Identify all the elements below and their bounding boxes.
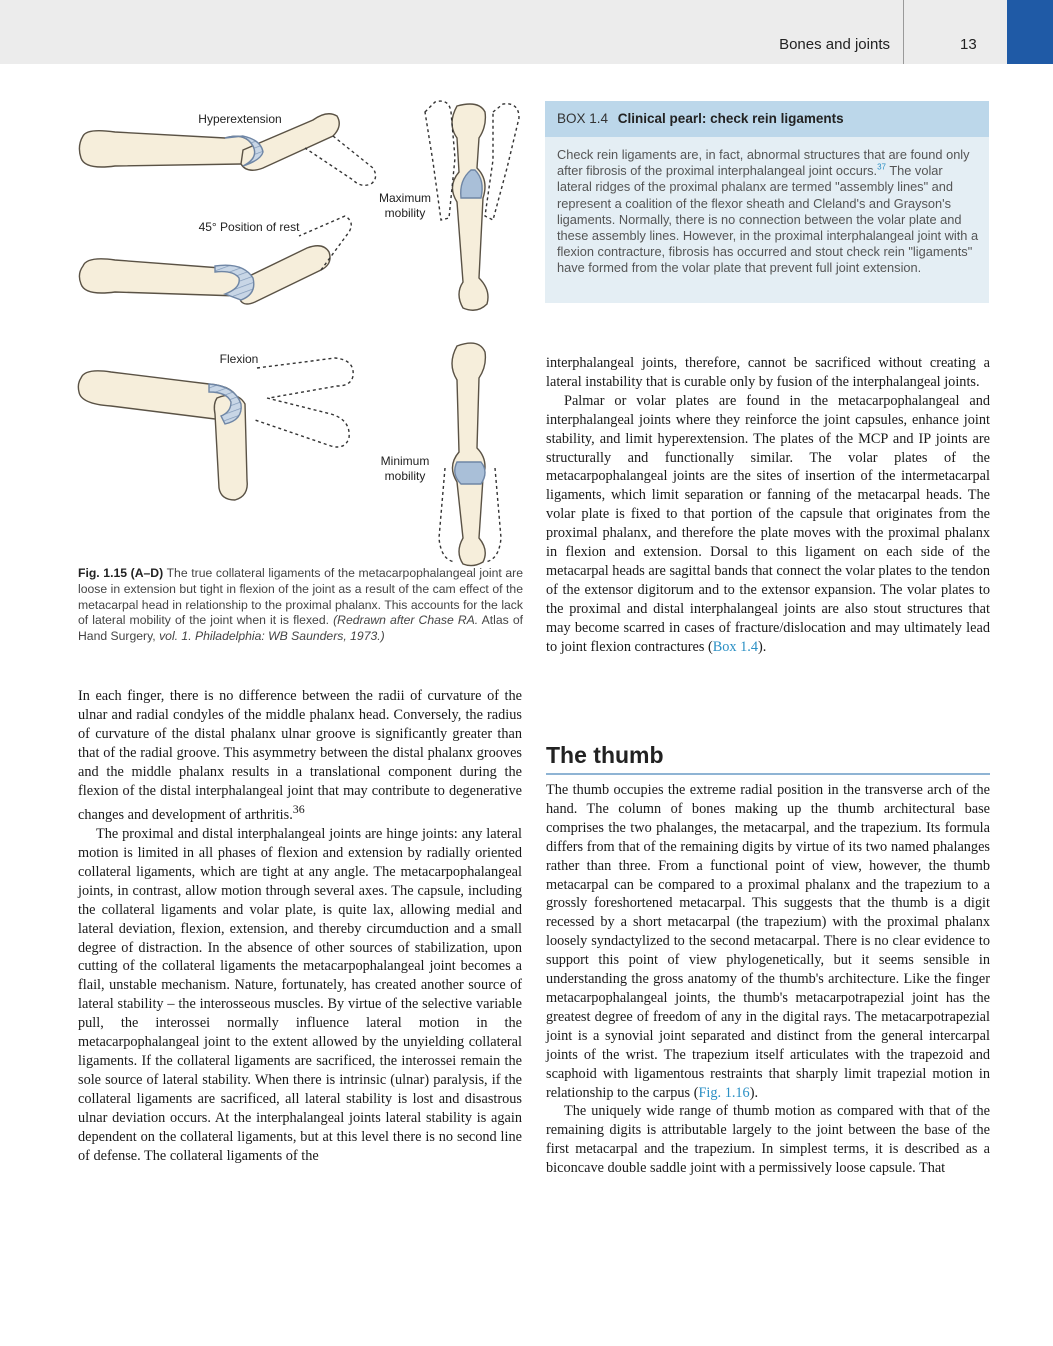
label-flexion: Flexion bbox=[219, 352, 259, 366]
box-title: Clinical pearl: check rein ligaments bbox=[617, 111, 844, 126]
left-p1-text: In each finger, there is no difference between the radii of curvature of the ulnar and radial condyles of the middle phalanx head. Conversely, the radius of curvature of the distal phalanx ulnar groove is significantly greater than that of the radial groove. This asymmetry between the distal phalanx grooves and the middle phalanx results in a translational component during the flexion of the distal interphalangeal joint that may contribute to degenerative changes and development of arthritis. bbox=[78, 688, 522, 824]
left-column bbox=[78, 687, 522, 1165]
box-body bbox=[545, 137, 989, 277]
right-p2-text: Palmar or volar plates are found in the metacarpophalangeal and interphalangeal joints where they reinforce the joint capsules, enhance joint stability, and limit hyperextension. The plates of the MCP and IP joints are structurally and functionally similar. The volar plates of the metacarpophalangeal joints are the sites of insertion of the intermetacarpal ligaments, which limit separation or fanning of the metacarpal heads. The volar plate is fixed to that portion of the capsule that originates from the proximal phalanx, and therefore the plate moves with the proximal phalanx in flexion and extension. Dorsal to this ligament on each side of the metacarpal heads are sagittal bands that connect the volar plates to the tendon of the extensor digitorum and to the extensor expansion. The volar plates to the proximal and distal interphalangeal joints are also stout structures that may become scarred in cases of fracture/dislocation and may ultimately lead to joint flexion contractures ( bbox=[546, 392, 990, 655]
figure-1-15 bbox=[75, 98, 530, 568]
right-p3-text: The thumb occupies the extreme radial position in the transverse arch of the hand. The column of bones making up the thumb architectural base comprises the two phalanges, the metacarpal, and the trapezium. Its formula differs from that of the remaining digits by virtue of its two named phalanges rather than three. From a functional point of view, however, the thumb metacarpal can be compared to a proximal phalanx and the trapezium to a grossly foreshortened metacarpal. This suggests that the thumb is a digit recessed by a short metacarpal (the trapezium) with the proximal phalanx loosely syndactylized to the second metacarpal. There is no clear evidence to support this point of view phylogenetically, but it seems sensible in understanding the gross anatomy of the thumb's architecture. Like the finger metacarpophalangeal joints, the thumb's metacarpotrapezial joint has the greatest degree of freedom of any in the digital rays. The metacarpotrapezial joint is a synovial joint separated and distinct from the general intercarpal joints of the wrist. The trapezium itself articulates with the trapezoid and scaphoid with ligamentous restraints that sharply limit trapezial motion in relationship to the carpus ( bbox=[546, 782, 990, 1101]
label-minimum-mobility: Minimum mobility bbox=[380, 454, 430, 483]
right-paragraph-2 bbox=[546, 392, 990, 657]
running-head: Bones and joints bbox=[779, 36, 890, 53]
right-column-top bbox=[546, 354, 990, 657]
caption-credit-a: (Redrawn after Chase RA. bbox=[333, 613, 479, 628]
left-paragraph-1 bbox=[78, 687, 522, 825]
page-number: 13 bbox=[960, 36, 977, 53]
caption-credit-b: Atlas of Hand Surgery, bbox=[78, 613, 523, 644]
right-paragraph-4: The uniquely wide range of thumb motion as compared with that of the remaining digits is attributable largely to the joint between the base of the first metacarpal and the trapezium. In simplest terms, it is described as a biconcave double saddle joint with a permissively loose capsule. That bbox=[546, 1103, 990, 1177]
caption-credit-c: vol. 1. Philadelphia: WB Saunders, bbox=[159, 629, 347, 644]
box-text-a: Check rein ligaments are, in fact, abnormal structures that are found only after fibrosis of the proximal interphalangeal joint occurs. bbox=[557, 147, 970, 179]
box-1-4-link[interactable]: Box 1.4 bbox=[712, 638, 759, 655]
label-hyperextension: Hyperextension bbox=[198, 112, 282, 126]
fig-1-16-link[interactable]: Fig. 1.16 bbox=[698, 1084, 750, 1101]
caption-credit-d: 1973.) bbox=[350, 629, 385, 644]
right-p2-end: ). bbox=[758, 638, 767, 655]
box-text-b: The volar lateral ridges of the proximal phalanx are termed "assembly lines" and represent a coalition of the flexor sheath and Cleland's and Grayson's ligaments. Normally, there is no connection between the volar plate and these assembly lines. However, in the proximal interphalangeal joint with a flexion contracture, fibrosis has occurred and stout check rein "ligaments" have formed from the volar plate that prevent full joint extension. bbox=[557, 163, 979, 276]
clinical-pearl-box bbox=[545, 101, 989, 303]
label-position-of-rest: 45° Position of rest bbox=[198, 220, 300, 234]
header-divider bbox=[903, 0, 904, 64]
right-paragraph-1: interphalangeal joints, therefore, cannot be sacrificed without creating a lateral instability that is curable only by fusion of the interphalangeal joints. bbox=[546, 355, 990, 390]
label-maximum-mobility: Maximum mobility bbox=[378, 191, 431, 220]
flexion-finger bbox=[78, 371, 247, 500]
caption-text: The true collateral ligaments of the metacarpophalangeal joint are loose in extension but tight in flexion of the joint as a result of the cam effect of the metacarpal head in relationship to the proximal phalanx. This accounts for the lack of lateral mobility of the joint when it is flexed. bbox=[78, 566, 524, 628]
left-paragraph-2: The proximal and distal interphalangeal joints are hinge joints: any lateral motion is limited in all phases of flexion and extension by radially oriented collateral ligaments, which are tight at any angle. The metacarpophalangeal joints, in contrast, allow motion through several axes. The capsule, including the collateral ligaments and volar plate, is quite lax, allowing medial and lateral deviation, flexion, extension, and thereby circumduction and a small degree of distraction. In the absence of other sources of stabilization, upon cutting of the collateral ligaments the metacarpophalangeal joint becomes a flail, unstable mechanism. Nature, fortunately, has created another source of lateral stability – the interosseous muscles. By virtue of the selective variable pull, the interossei normally influence lateral motion in the metacarpophalangeal joint to the extent allowed by the unyielding collateral ligaments. If the collateral ligaments are sacrificed, the interossei remain the sole source of lateral stability. When there is intrinsic (ulnar) paralysis, if the collateral ligaments are sacrificed, all lateral stability is lost and disastrous ulnar deviation occurs. At the interphalangeal joints lateral stability is again dependent on the collateral ligaments, but at this level there is no second line of defense. The collateral ligaments of the bbox=[78, 826, 522, 1164]
page-header bbox=[0, 0, 1053, 64]
caption-label: Fig. 1.15 (A–D) bbox=[78, 566, 164, 580]
right-p3-end: ). bbox=[749, 1084, 759, 1101]
reference-36[interactable]: 36 bbox=[292, 802, 305, 817]
extended-finger-top bbox=[452, 104, 488, 310]
rest-finger bbox=[79, 246, 330, 304]
right-paragraph-3 bbox=[546, 781, 990, 1102]
right-column-bottom bbox=[546, 781, 990, 1178]
box-number: BOX 1.4 bbox=[557, 111, 609, 126]
chapter-tab bbox=[1007, 0, 1053, 64]
box-header bbox=[545, 101, 989, 137]
extended-finger-bottom bbox=[452, 343, 485, 566]
figure-caption bbox=[78, 566, 523, 645]
finger-illustration bbox=[75, 98, 530, 568]
box-reference[interactable]: 37 bbox=[877, 162, 886, 172]
section-heading-thumb: The thumb bbox=[546, 742, 990, 775]
